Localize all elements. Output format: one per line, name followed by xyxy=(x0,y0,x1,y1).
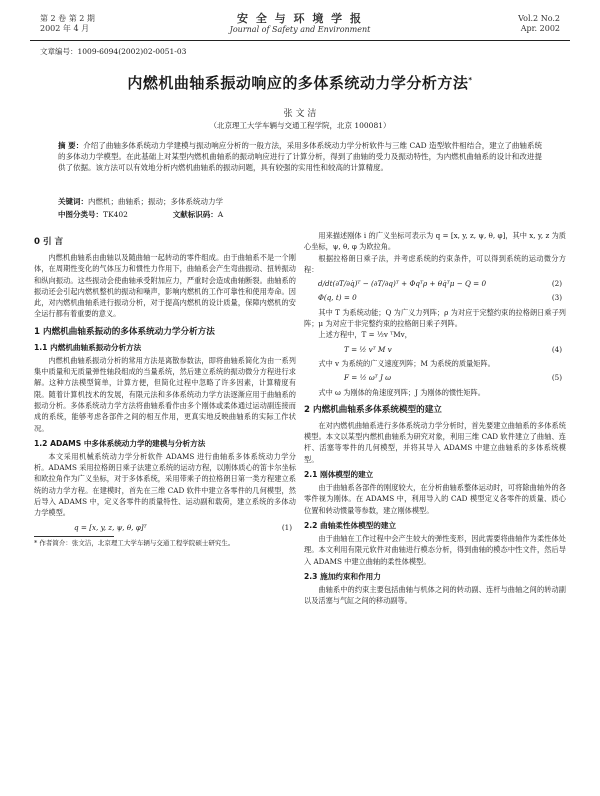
abstract-block xyxy=(58,140,542,173)
journal-title-cn: 安 全 与 环 境 学 报 xyxy=(237,12,363,25)
section-2-2-paragraph: 由于曲轴在工作过程中会产生较大的弹性变形，因此需要将曲轴作为柔性体处理。本文利用有限元软件对曲轴进行模态分析，得到曲轴的模态中性文件，然后导入 ADAMS 中建立曲轴的柔性体模型。 xyxy=(304,533,566,566)
section-2-3-paragraph: 曲轴系中的约束主要包括曲轴与机体之间的转动副、连杆与曲轴之间的转动副以及活塞与气缸之间的移动副等。 xyxy=(304,584,566,606)
abstract-text: 介绍了曲轴多体系统动力学建模与振动响应分析的一般方法，采用多体系统动力学分析软件与三维 CAD 造型软件相结合，建立了曲轴系统的多体动力学模型。在此基础上对某型内燃机曲轴系的振动响应进行了计算分析，得到了曲轴的受力及振动特性，为内燃机曲轴系的设计和改进提供了依据。该方法可以有效地分析内燃机曲轴系的振动问题，具有较强的实用性和较高的计算精度。 xyxy=(58,141,542,172)
header-right xyxy=(440,14,560,34)
equation-3 xyxy=(304,292,566,303)
keywords-label: 关键词： xyxy=(58,197,88,206)
section-2-2-heading: 2.2 曲轴柔性体模型的建立 xyxy=(304,520,397,530)
equation-3-body: Φ(q, t) = 0 xyxy=(318,293,357,303)
section-1-2-paragraph: 本文采用机械系统动力学分析软件 ADAMS 进行曲轴系多体系统动力学分析。ADAMS 采用拉格朗日乘子法建立系统的运动方程，以刚体质心的笛卡尔坐标和欧拉角作为广义坐标，对于多体系统，采用带乘子的拉格朗日第一类方程建立系统的动力学方程。在建模时，首先在三维 CAD 软件中建立各零件的几何模型，然后导入 ADAMS 中，定义各零件的质量特性、运动副和载荷，建立系统的多体动力学模型。 xyxy=(34,451,296,518)
header-center xyxy=(180,12,420,35)
left-column xyxy=(34,230,296,786)
right-paragraph-5: 式中 v 为系统的广义速度列阵；M 为系统的质量矩阵。 xyxy=(318,358,495,368)
right-paragraph-2: 根据拉格朗日乘子法，并考虑系统的约束条件，可以得到系统的运动微分方程： xyxy=(304,253,566,274)
right-paragraph-3: 其中 T 为系统动能；Q 为广义力列阵；ρ 为对应于完整约束的拉格朗日乘子列阵；μ 为对应于非完整约束的拉格朗日乘子列阵。 xyxy=(304,307,566,329)
right-column xyxy=(304,230,566,786)
equation-5 xyxy=(304,372,566,383)
footnote xyxy=(34,539,296,548)
section-0-heading: 0 引 言 xyxy=(34,237,64,247)
clc-label: 中图分类号： xyxy=(58,210,103,219)
equation-1-body: q = [x, y, z, ψ, θ, φ]ᵀ xyxy=(74,522,147,532)
affiliation: （北京理工大学车辆与交通工程学院，北京 100081） xyxy=(209,121,391,130)
section-2-1-heading: 2.1 刚体模型的建立 xyxy=(304,470,374,480)
section-1-2-heading: 1.2 ADAMS 中多体系统动力学的建模与分析方法 xyxy=(34,438,206,448)
equation-2-number: (2) xyxy=(551,279,562,289)
equation-5-body: F = ½ ωᵀ J ω xyxy=(344,373,392,383)
equation-1-number: (1) xyxy=(281,522,292,532)
equation-4-number: (4) xyxy=(551,344,562,354)
doc-code-label: 文献标识码： xyxy=(172,210,218,219)
equation-1 xyxy=(34,522,296,533)
equation-4 xyxy=(304,344,566,355)
footnote-text: 作者简介：张文洁，北京理工大学车辆与交通工程学院硕士研究生。 xyxy=(39,538,235,547)
journal-volume: 第 2 卷 第 2 期 xyxy=(40,14,95,23)
section-2-heading: 2 内燃机曲轴系多体系统模型的建立 xyxy=(304,404,442,415)
clc-value: TK402 xyxy=(103,210,128,219)
equation-5-number: (5) xyxy=(551,373,562,383)
journal-month: Apr. 2002 xyxy=(520,24,560,33)
section-1-1-paragraph: 内燃机曲轴系振动分析的常用方法是离散参数法，即将曲轴系简化为由一系列集中质量和无质量弹性轴段组成的当量系统，然后建立系统的振动微分方程进行求解。这种方法模型简单，计算方便，但简化过程中忽略了许多因素，计算精度有限。随着计算机技术的发展，有限元法和多体系统动力学方法逐渐应用于曲轴系的振动分析。多体系统动力学方法将曲轴系看作由多个刚体或柔体通过运动副连接而成的系统，能够考虑各部件之间的相互作用，更真实地反映曲轴系的实际工作状况。 xyxy=(34,355,296,433)
journal-title-en: Journal of Safety and Environment xyxy=(229,25,371,34)
section-0-paragraph: 内燃机曲轴系由曲轴以及随曲轴一起转动的零件组成。由于曲轴系不是一个刚体，在周期性变化的气体压力和惯性力作用下，曲轴系会产生弯曲振动、扭转振动和纵向振动。这些振动会使曲轴承受附加应力，严重时会造成曲轴断裂。曲轴系的振动还会引起内燃机整机的振动和噪声，影响内燃机的工作可靠性和使用寿命。因此，对内燃机曲轴系进行振动分析，对于提高内燃机的设计质量，保障内燃机的安全运行都有着重要的意义。 xyxy=(34,253,296,319)
article-number: 文章编号：1009-6094(2002)02-0051-03 xyxy=(40,47,187,56)
title-footnote-mark: * xyxy=(468,76,473,84)
journal-issue: Vol.2 No.2 xyxy=(518,14,560,23)
author: 张 文 洁 xyxy=(283,109,317,119)
section-2-paragraph: 在对内燃机曲轴系进行多体系统动力学分析时，首先要建立曲轴系的多体系统模型。本文以某型内燃机曲轴系为研究对象，利用三维 CAD 软件建立了曲轴、连杆、活塞等零件的几何模型，并将其导入 ADAMS 中建立曲轴系的多体系统模型。 xyxy=(304,420,566,464)
equation-2-body: d/dt(∂T/∂q̇)ᵀ − (∂T/∂q)ᵀ + Φqᵀρ + θq̇ᵀμ − Q = 0 xyxy=(318,279,487,289)
header-rule xyxy=(30,40,570,41)
footnote-rule xyxy=(34,536,114,537)
section-2-3-heading: 2.3 施加约束和作用力 xyxy=(304,571,381,581)
keywords-block xyxy=(58,196,542,207)
right-intro-paragraph: 用来描述刚体 i 的广义坐标可表示为 q = [x, y, z, ψ, θ, φ]，其中 x, y, z 为质心坐标，ψ, θ, φ 为欧拉角。 xyxy=(304,231,566,252)
keywords-text: 内燃机；曲轴系；振动；多体系统动力学 xyxy=(88,197,223,206)
header-left xyxy=(40,14,160,34)
section-2-1-paragraph: 由于曲轴系各部件的刚度较大，在分析曲轴系整体运动时，可将除曲轴外的各零件视为刚体。在 ADAMS 中，利用导入的 CAD 模型定义各零件的质量、质心位置和转动惯量等参数，建立刚体模型。 xyxy=(304,483,566,515)
paper-title-text: 内燃机曲轴系振动响应的多体系统动力学分析方法 xyxy=(127,74,469,92)
footnote-mark: * xyxy=(34,538,38,547)
classification-block xyxy=(58,209,542,220)
right-paragraph-4: 上述方程中，T = ½v ᵀMv， xyxy=(318,330,412,340)
paper-title xyxy=(0,72,600,93)
equation-4-body: T = ½ vᵀ M v xyxy=(344,344,392,354)
right-paragraph-6: 式中 ω 为刚体的角速度列阵；J 为刚体的惯性矩阵。 xyxy=(318,387,485,397)
journal-date: 2002 年 4 月 xyxy=(40,24,90,33)
section-1-heading: 1 内燃机曲轴系振动的多体系统动力学分析方法 xyxy=(34,326,215,337)
doc-code-value: A xyxy=(217,210,224,219)
section-1-1-heading: 1.1 内燃机曲轴系振动分析方法 xyxy=(34,342,142,352)
abstract-label: 摘 要： xyxy=(58,141,84,150)
equation-3-number: (3) xyxy=(551,293,562,303)
equation-2 xyxy=(304,278,566,289)
